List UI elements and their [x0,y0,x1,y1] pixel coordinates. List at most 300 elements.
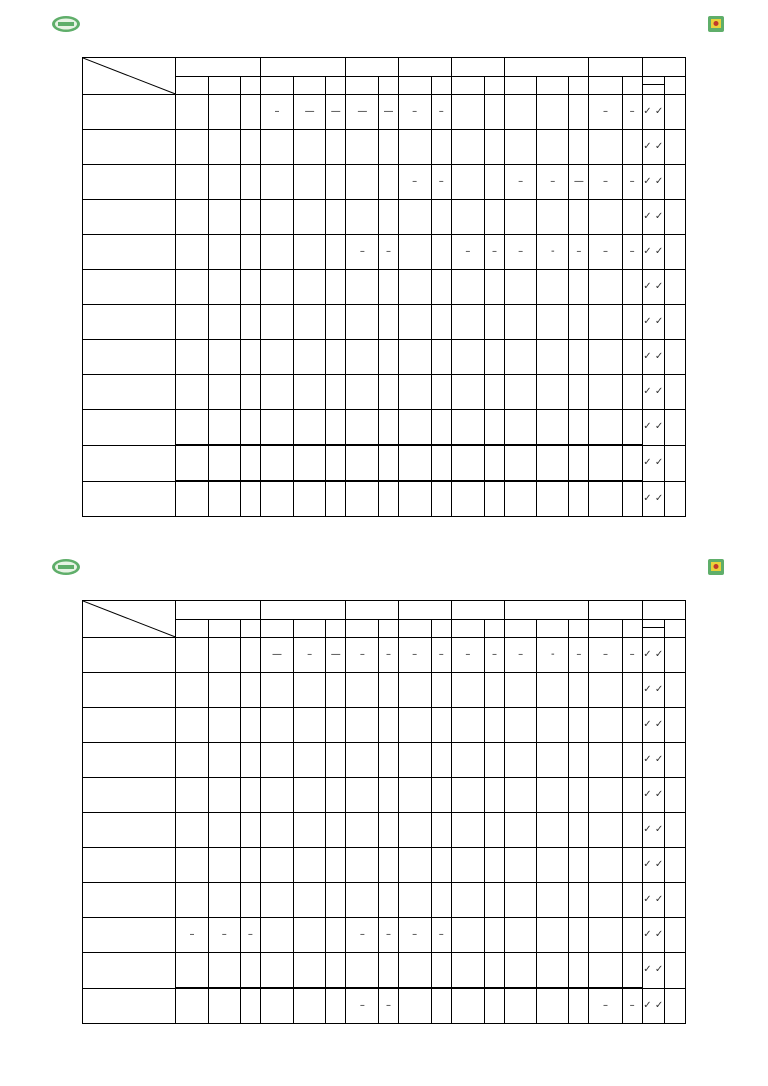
table-cell [240,883,260,918]
table-cell [260,130,293,165]
table-cell [451,200,484,235]
table-cell [398,305,431,340]
table-cell [176,445,208,481]
table-cell [294,708,326,743]
table-cell [664,165,685,200]
table-cell [664,988,685,1024]
table-cell [260,778,293,813]
table-cell [451,305,484,340]
table-cell [240,375,260,410]
table-cell [569,778,589,813]
table-cell [505,743,537,778]
column-header [537,77,569,95]
table-cell [505,95,537,130]
table-cell: – [589,235,622,270]
table-cell [326,235,346,270]
table-cell [346,481,379,517]
table-cell [431,988,451,1024]
table-cell [326,200,346,235]
table-cell [398,953,431,989]
column-header [505,77,537,95]
table-cell: – [505,165,537,200]
table-cell: – [622,95,642,130]
table-cell [569,883,589,918]
table-cell [622,708,642,743]
table-cell [240,848,260,883]
header-row-groups [83,601,686,620]
table-cell [431,200,451,235]
table-cell: – [346,918,379,953]
table-cell [622,340,642,375]
table-cell: – [176,918,208,953]
table-cell [294,340,326,375]
table-cell [240,708,260,743]
table-row [83,813,686,848]
table-cell [398,813,431,848]
check-marks-cell: ✓ ✓ [642,743,664,778]
table-cell [431,340,451,375]
table-cell [208,953,240,989]
table-cell [176,638,208,673]
table-cell [346,130,379,165]
table-cell [176,883,208,918]
column-header [379,620,398,638]
table-cell [208,200,240,235]
table-cell [346,445,379,481]
table-row [83,130,686,165]
table-cell [294,200,326,235]
table-cell [664,813,685,848]
table-cell [569,708,589,743]
row-label-cell [83,340,176,375]
table-cell [451,130,484,165]
table-cell [537,445,569,481]
table-cell: – [398,638,431,673]
table-cell [451,778,484,813]
table-cell [379,305,398,340]
table-cell: – [294,638,326,673]
check-marks-cell: ✓ ✓ [642,883,664,918]
table-cell [294,673,326,708]
check-marks-cell: ✓ ✓ [642,673,664,708]
table-cell [176,743,208,778]
table-cell [569,848,589,883]
document-page-2 [0,543,768,1086]
header-row-groups [83,58,686,77]
table-cell [664,340,685,375]
table-row [83,95,686,130]
table-cell [569,270,589,305]
table-cell [505,200,537,235]
column-group-header [346,58,398,77]
table-cell [208,848,240,883]
table-cell [569,813,589,848]
table-cell [294,165,326,200]
table-cell [176,813,208,848]
check-marks-cell: ✓ ✓ [642,708,664,743]
table-cell [505,813,537,848]
table-cell [379,130,398,165]
table-cell [260,918,293,953]
table-cell [589,445,622,481]
table-cell [346,883,379,918]
table-cell [505,883,537,918]
table-cell: – [484,638,504,673]
table-cell [326,883,346,918]
table-cell [176,481,208,517]
table-cell [208,988,240,1024]
table-cell [176,95,208,130]
check-marks-cell: ✓ ✓ [642,235,664,270]
table-cell [569,988,589,1024]
table-cell [484,988,504,1024]
table-cell [537,200,569,235]
table-cell [505,445,537,481]
table-cell [294,305,326,340]
table-row [83,235,686,270]
table-cell [240,270,260,305]
table-cell [176,375,208,410]
table-cell [622,445,642,481]
table-cell [569,95,589,130]
column-header [431,620,451,638]
column-header [326,77,346,95]
column-header [294,620,326,638]
table-cell [505,918,537,953]
square-emblem-logo-icon [707,15,725,33]
column-header [176,77,208,95]
diagonal-corner-cell [83,601,176,638]
table-cell [431,673,451,708]
row-label-cell [83,200,176,235]
table-cell [208,235,240,270]
table-cell [294,130,326,165]
table-cell [398,340,431,375]
table-cell [569,130,589,165]
table-cell [379,481,398,517]
table-cell [484,918,504,953]
table-cell [240,673,260,708]
table-cell [176,165,208,200]
diagonal-corner-cell [83,58,176,95]
table-cell [484,481,504,517]
table-cell [208,883,240,918]
table-cell [208,95,240,130]
table-cell [379,743,398,778]
table-cell [451,848,484,883]
table-cell [208,481,240,517]
table-cell [294,918,326,953]
table-cell [398,673,431,708]
table-cell: – [589,988,622,1024]
table-cell [240,340,260,375]
table-row [83,375,686,410]
row-label-cell [83,130,176,165]
table-cell [260,673,293,708]
table-cell [537,130,569,165]
table-cell [240,813,260,848]
row-label-cell [83,305,176,340]
table-cell [451,918,484,953]
table-cell [537,953,569,989]
table-cell [622,673,642,708]
column-header [505,620,537,638]
table-cell [346,708,379,743]
table-cell [664,673,685,708]
table-cell: – [208,918,240,953]
column-header [642,77,664,95]
table-cell [664,953,685,989]
table-cell [589,130,622,165]
table-cell [664,270,685,305]
table-cell [664,638,685,673]
check-marks-cell: ✓ ✓ [642,918,664,953]
diagonal-line-icon [83,58,175,94]
table-row [83,953,686,989]
table-cell [260,813,293,848]
table-cell [379,270,398,305]
table-cell [484,778,504,813]
column-group-header [451,58,504,77]
data-table [82,600,686,1024]
table-cell [589,270,622,305]
table-cell [294,778,326,813]
table-cell [451,883,484,918]
table-row [83,410,686,446]
table-cell [346,848,379,883]
column-header [484,620,504,638]
table-cell [346,305,379,340]
table-cell [569,305,589,340]
table-cell: – [505,638,537,673]
table-cell [208,375,240,410]
table-cell [451,743,484,778]
table-cell [664,918,685,953]
column-header [537,620,569,638]
check-marks-cell: ✓ ✓ [642,95,664,130]
table-cell [176,988,208,1024]
table-cell [537,778,569,813]
table-cell [240,130,260,165]
table-cell [346,340,379,375]
table-cell [537,270,569,305]
table-cell: – [589,165,622,200]
check-marks-cell: ✓ ✓ [642,848,664,883]
table-cell [326,708,346,743]
table-cell [589,743,622,778]
column-header [398,77,431,95]
table-cell [398,270,431,305]
table-cell [622,410,642,446]
row-label-cell [83,708,176,743]
table-cell [326,778,346,813]
table-row [83,673,686,708]
table-cell [260,270,293,305]
table-cell: – [622,988,642,1024]
table-cell [326,953,346,989]
table-cell [326,340,346,375]
table-cell: — [346,95,379,130]
column-header [240,77,260,95]
row-label-cell [83,95,176,130]
table-cell [379,813,398,848]
table-cell [208,778,240,813]
column-group-header [642,601,685,620]
table-cell [431,743,451,778]
table-row [83,638,686,673]
table-cell: — [569,165,589,200]
column-group-header [505,601,589,620]
table-cell [240,778,260,813]
table-cell [451,708,484,743]
table-cell [379,375,398,410]
table-cell [589,375,622,410]
table-cell [451,673,484,708]
table-cell [664,95,685,130]
table-cell [451,445,484,481]
check-marks-cell: ✓ ✓ [642,481,664,517]
table-cell [379,778,398,813]
table-cell: – [431,638,451,673]
table-row [83,743,686,778]
table-cell [664,375,685,410]
table-cell [208,638,240,673]
row-label-cell [83,481,176,517]
table-cell [431,883,451,918]
table-cell: – [398,918,431,953]
table-cell [451,95,484,130]
table-cell [484,883,504,918]
table-cell [484,95,504,130]
check-marks-cell: ✓ ✓ [642,813,664,848]
table-cell [622,883,642,918]
table-cell [176,410,208,446]
column-header [589,77,622,95]
column-header [664,620,685,638]
table-cell [505,708,537,743]
table-cell: – [431,95,451,130]
check-marks-cell: ✓ ✓ [642,270,664,305]
oval-seal-logo-icon [51,15,81,33]
column-header [294,77,326,95]
row-label-cell [83,445,176,481]
row-label-cell [83,375,176,410]
table-cell [451,410,484,446]
check-marks-cell: ✓ ✓ [642,445,664,481]
check-marks-cell: ✓ ✓ [642,778,664,813]
table-cell [537,340,569,375]
table-cell [484,953,504,989]
table-cell: — [260,638,293,673]
column-group-header [642,58,685,77]
table-cell [208,673,240,708]
table-cell [346,375,379,410]
table-cell [326,445,346,481]
table-cell: – [451,235,484,270]
table-cell [537,673,569,708]
table-row [83,305,686,340]
column-header [379,77,398,95]
table-cell [326,743,346,778]
check-marks-cell: ✓ ✓ [642,638,664,673]
table-cell [208,340,240,375]
table-cell [326,813,346,848]
table-cell: – [379,235,398,270]
table-cell [240,638,260,673]
table-cell [431,848,451,883]
row-label-cell [83,918,176,953]
table-cell [294,235,326,270]
table-cell [260,743,293,778]
column-group-header [176,601,260,620]
table-cell [569,445,589,481]
table-cell [326,305,346,340]
table-cell: – [431,918,451,953]
column-header [622,77,642,95]
table-cell [622,305,642,340]
table-cell [505,340,537,375]
table-cell [398,883,431,918]
table-cell [664,481,685,517]
table-cell [398,130,431,165]
table-cell [260,375,293,410]
table-cell: – [379,988,398,1024]
table-cell [294,445,326,481]
table-cell [505,481,537,517]
table-cell [431,410,451,446]
table-cell [451,340,484,375]
table-cell [537,708,569,743]
table-cell [589,813,622,848]
column-header [326,620,346,638]
table-cell [431,270,451,305]
table-cell [484,410,504,446]
column-header [569,77,589,95]
table-cell: – [260,95,293,130]
table-cell [208,270,240,305]
table-cell [505,988,537,1024]
table-cell [569,481,589,517]
table-cell [346,673,379,708]
table-cell [208,813,240,848]
table-cell [664,445,685,481]
table-cell [484,130,504,165]
table-cell [484,375,504,410]
table-cell [294,410,326,446]
table-cell [379,200,398,235]
table-cell [294,953,326,989]
table-cell [589,200,622,235]
table-cell [326,165,346,200]
table-cell [240,410,260,446]
table-cell: – [569,638,589,673]
table-cell: – [451,638,484,673]
table-cell [431,953,451,989]
table-cell [569,673,589,708]
table-cell [431,778,451,813]
table-cell: – [346,638,379,673]
table-cell [346,165,379,200]
table-cell [346,778,379,813]
table-cell [569,918,589,953]
table-cell [505,778,537,813]
table-cell [326,848,346,883]
table-cell [176,708,208,743]
table-cell [240,445,260,481]
table-cell: – [346,988,379,1024]
table-cell [379,673,398,708]
table-cell: – [505,235,537,270]
